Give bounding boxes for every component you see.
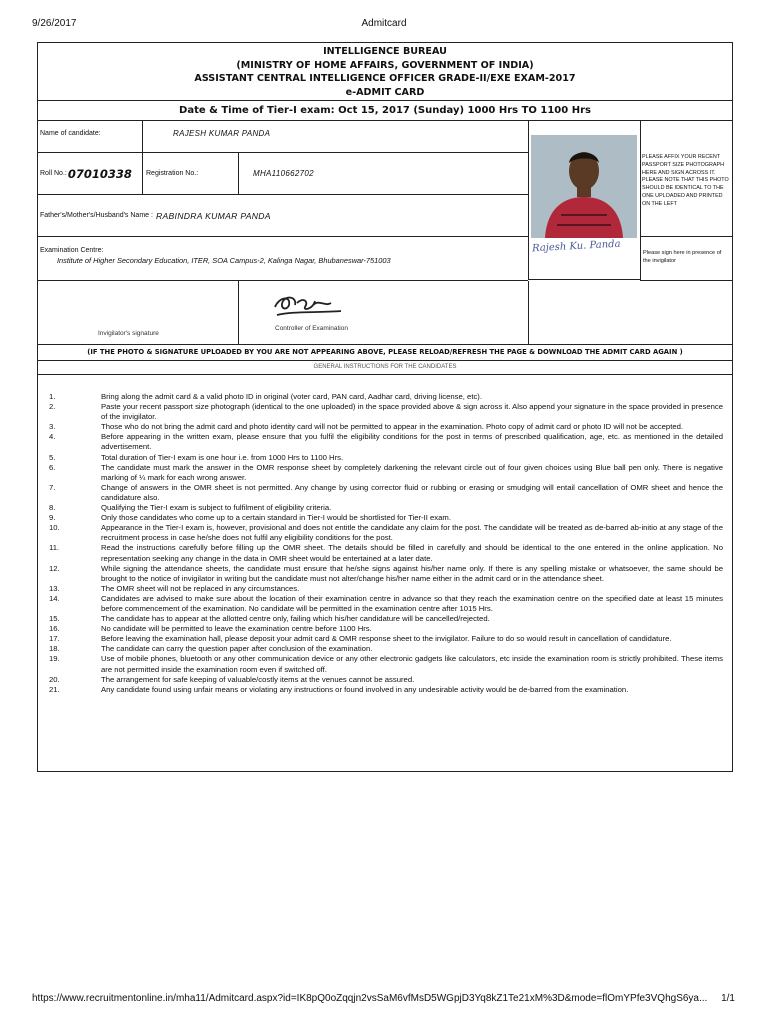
instruction-item [46,392,726,402]
instruction-item [46,503,726,513]
header-line-2: (MINISTRY OF HOME AFFAIRS, GOVERNMENT OF INDIA) [236,59,534,71]
controller-label: Controller of Examination [275,325,348,332]
instruction-number: 2. [49,402,56,412]
instruction-number: 6. [49,462,56,472]
instruction-number: 20. [49,674,60,684]
instruction-number: 11. [49,543,60,553]
instruction-item [46,624,726,634]
header-line-4: e-ADMIT CARD [345,86,425,98]
instruction-number: 13. [49,583,60,593]
instruction-number: 12. [49,563,60,573]
centre-row [38,237,528,281]
instruction-item [46,523,726,543]
instruction-number: 17. [49,634,60,644]
instruction-text: Bring along the admit card & a valid photo ID in original (voter card, PAN card, Aadhar card, driving license, etc). [101,392,483,401]
roll-cell [38,153,142,195]
instruction-item [46,422,726,432]
instruction-number: 1. [49,392,56,401]
centre-label: Examination Centre: [40,247,104,254]
father-row [38,195,528,237]
instruction-item [46,584,726,594]
instruction-number: 8. [49,503,56,513]
instruction-text: The candidate can carry the question paper after conclusion of the examination. [101,644,373,654]
instruction-item [46,614,726,624]
instruction-text: The candidate must mark the answer in the OMR response sheet by completely darkening the relevant circle out of four given choices using Blue ball pen only. There is negative marking of ¼ mark for each wrong answer. [101,462,723,482]
candidate-name: RAJESH KUMAR PANDA [142,120,528,153]
instruction-text: The OMR sheet will not be replaced in any circumstances. [101,583,300,593]
general-instructions-title: GENERAL INSTRUCTIONS FOR THE CANDIDATES [38,360,732,375]
invigilator-label: Invigilator's signature [98,330,159,337]
sign-here-note: Please sign here in presence of the invigilator [643,250,722,264]
instruction-item [46,543,726,563]
controller-cell [238,281,528,345]
instruction-text: Paste your recent passport size photograph (identical to the one uploaded) in the space provided above & sign across it. Also append your signature in the space provided in presence of the invigilator. [101,402,723,422]
registration-number: MHA110662702 [238,153,528,195]
upload-note: (IF THE PHOTO & SIGNATURE UPLOADED BY YOU ARE NOT APPEARING ABOVE, PLEASE RELOAD/REFRESH THE PAGE & DOWNLOAD THE ADMIT CARD AGAIN ) [38,345,732,361]
blank-cell [528,281,732,345]
candidate-photo [531,135,637,238]
instruction-text: Any candidate found using unfair means or violating any instructions or found involved in any undesirable activity would be de-barred from the examination. [101,684,629,694]
instruction-number: 7. [49,482,56,492]
footer-page-number: 1/1 [721,993,735,1004]
centre-address: Institute of Higher Secondary Education, ITER, SOA Campus-2, Kalinga Nagar, Bhubaneswar-751003 [57,256,391,265]
header-line-3: ASSISTANT CENTRAL INTELLIGENCE OFFICER GRADE-II/EXE EXAM-2017 [194,73,576,84]
father-name: RABINDRA KUMAR PANDA [155,210,271,221]
instruction-item [46,654,726,674]
admit-card [37,42,733,772]
instruction-text: Read the instructions carefully before filling up the OMR sheet. The details should be filled in carefully and should be identical to the one entered in the online application. No representation seeking any change in the data in OMR sheet would be entertained at a later date. [101,543,723,563]
instruction-item [46,483,726,503]
instruction-item [46,634,726,644]
instruction-item [46,453,726,463]
exam-date-row: Date & Time of Tier-I exam: Oct 15, 2017 (Sunday) 1000 Hrs TO 1100 Hrs [38,101,732,121]
registration-label: Registration No.: [142,153,238,195]
instruction-text: Qualifying the Tier-I exam is subject to fulfilment of eligibility criteria. [101,503,332,513]
instruction-text: The arrangement for safe keeping of valuable/costly items at the venues cannot be assured. [101,674,415,684]
instruction-item [46,432,726,452]
instruction-item [46,594,726,614]
instruction-number: 4. [49,432,56,442]
instruction-number: 18. [49,644,60,654]
photo-instruction: PLEASE AFFIX YOUR RECENT PASSPORT SIZE PHOTOGRAPH HERE AND SIGN ACROSS IT. PLEASE NOTE THAT THIS PHOTO SHOULD BE IDENTICAL TO THE ONE UPLOADED AND PRINTED ON THE LEFT [642,154,729,207]
instruction-item [46,644,726,654]
invigilator-cell [38,281,238,345]
instruction-number: 16. [49,624,60,634]
controller-signature-icon [269,289,349,321]
instruction-text: While signing the attendance sheets, the candidate must ensure that he/she signs against his/her name only. If there is any spelling mistake or whatsoever, the same should be brought to the notice of invigilator in writing but the candidate must not alter/change his/her name either in the admit card or in the attendance sheet. [101,563,723,583]
roll-number: 07010338 [67,166,132,181]
instruction-text: The candidate has to appear at the allotted centre only, failing which his/her candidature will be cancelled/rejected. [101,614,490,624]
instructions-list [46,392,726,695]
header-line-1: INTELLIGENCE BUREAU [323,46,447,57]
instruction-item [46,402,726,422]
instruction-number: 19. [49,654,60,664]
instruction-item [46,513,726,523]
instruction-text: Those who do not bring the admit card and photo identity card will not be permitted to appear in the examination. Photo copy of admit card or photo ID will not be accepted. [101,422,684,432]
person-photo-icon [531,135,637,238]
instruction-text: Before appearing in the written exam, please ensure that you fulfil the eligibility conditions for the post in terms of prescribed qualification, age, etc. as mentioned in the detailed advertisement. [101,432,723,452]
instruction-text: No candidate will be permitted to leave the examination centre before 1100 Hrs. [101,624,372,634]
roll-label: Roll No.: [40,170,67,177]
instruction-text: Total duration of Tier-I exam is one hour i.e. from 1000 Hrs to 1100 Hrs. [101,452,344,462]
name-label: Name of candidate: [38,120,142,153]
instruction-number: 3. [49,422,56,432]
footer-url: https://www.recruitmentonline.in/mha11/Admitcard.aspx?id=IK8pQ0oZqqjn2vsSaM6vfMsD5WGpjD3Yq8kZ1Te21xM%3D&mode=flOmYPfe3VQhgS6ya... [32,993,708,1004]
instruction-number: 15. [49,614,60,624]
card-header [38,43,732,101]
instruction-number: 9. [49,513,56,523]
instruction-text: Use of mobile phones, bluetooth or any other communication device or any other electronic gadgets like calculators, etc inside the examination room is strictly prohibited. These items are not permitted inside the examination room even if switched off. [101,654,723,674]
instruction-item [46,463,726,483]
instruction-text: Only those candidates who come up to a certain standard in Tier-I would be shortlisted for Tier-II exam. [101,513,451,523]
instruction-text: Before leaving the examination hall, please deposit your admit card & OMR response sheet to the invigilator. Failure to do so would result in cancellation of candidature. [101,634,672,644]
instruction-text: Candidates are advised to make sure about the location of their examination centre in advance so that they reach the examination centre on the specified date at least 15 minutes before commencement of the examination. No candidate will be permitted in the examination centre after 1015 Hrs. [101,593,723,613]
instruction-number: 5. [49,452,56,462]
candidate-signature: Rajesh Ku. Panda [531,238,621,255]
father-label: Father's/Mother's/Husband's Name : [40,212,153,219]
instruction-number: 14. [49,593,60,603]
print-date: 9/26/2017 [32,18,77,29]
instruction-number: 21. [49,684,60,694]
instruction-number: 10. [49,523,60,533]
instruction-item [46,675,726,685]
instruction-item [46,685,726,695]
instruction-item [46,564,726,584]
instruction-text: Change of answers in the OMR sheet is not permitted. Any change by using corrector fluid or rubbing or erasing or smudging will entail cancellation of OMR sheet and hence the candidature also. [101,482,723,502]
page-title: Admitcard [361,18,407,29]
instruction-text: Appearance in the Tier-I exam is, however, provisional and does not entitle the candidate any claim for the post. The candidate will be treated as de-barred ab-initio at any stage of the recruitment process in case he/she does not fulfil any eligibility conditions for the post. [101,523,723,543]
